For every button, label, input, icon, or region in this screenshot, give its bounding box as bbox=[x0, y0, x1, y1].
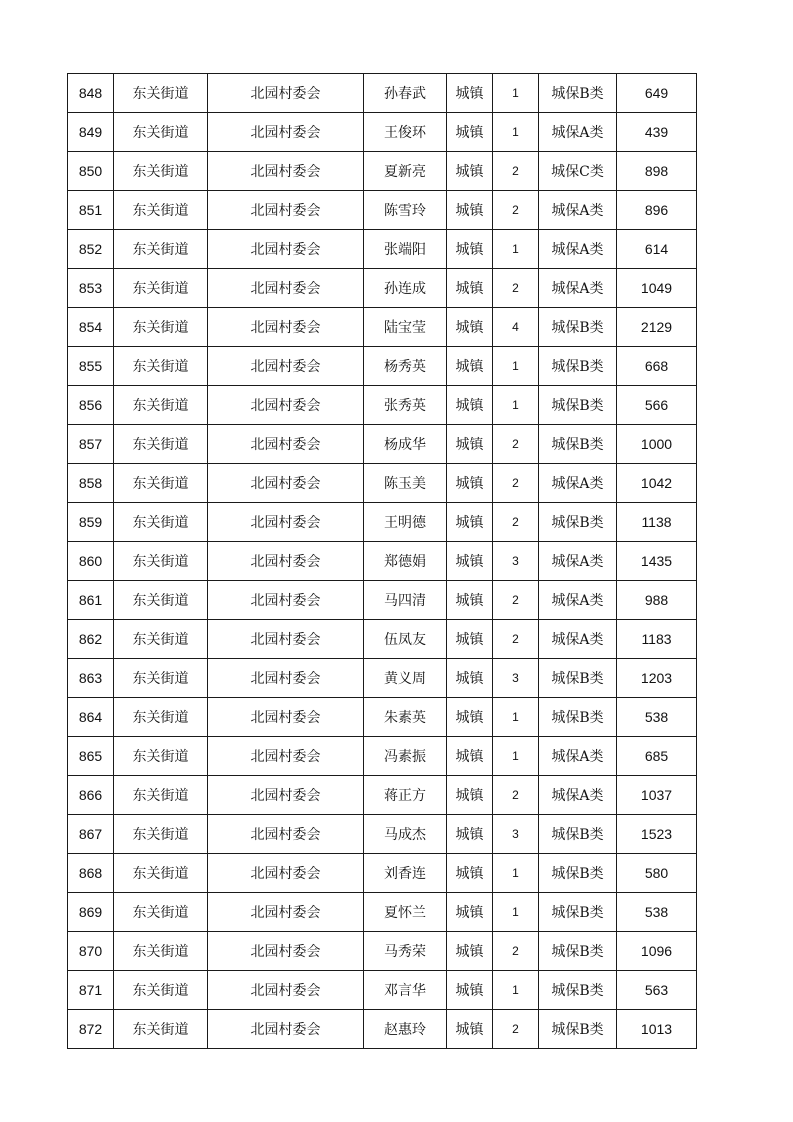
cell-category: 城保B类 bbox=[539, 932, 617, 971]
cell-street: 东关街道 bbox=[114, 74, 208, 113]
cell-committee: 北园村委会 bbox=[208, 503, 364, 542]
cell-residence-type: 城镇 bbox=[447, 815, 493, 854]
cell-street: 东关街道 bbox=[114, 269, 208, 308]
cell-household-count: 3 bbox=[493, 815, 539, 854]
cell-serial-number: 858 bbox=[68, 464, 114, 503]
cell-committee: 北园村委会 bbox=[208, 1010, 364, 1049]
cell-amount: 566 bbox=[617, 386, 697, 425]
cell-serial-number: 860 bbox=[68, 542, 114, 581]
cell-committee: 北园村委会 bbox=[208, 620, 364, 659]
cell-person-name: 郑德娟 bbox=[364, 542, 447, 581]
cell-person-name: 王明德 bbox=[364, 503, 447, 542]
cell-household-count: 2 bbox=[493, 269, 539, 308]
cell-amount: 439 bbox=[617, 113, 697, 152]
table-row bbox=[68, 659, 697, 698]
cell-committee: 北园村委会 bbox=[208, 698, 364, 737]
cell-person-name: 孙春武 bbox=[364, 74, 447, 113]
table-row bbox=[68, 152, 697, 191]
cell-household-count: 2 bbox=[493, 191, 539, 230]
cell-household-count: 4 bbox=[493, 308, 539, 347]
cell-serial-number: 866 bbox=[68, 776, 114, 815]
cell-residence-type: 城镇 bbox=[447, 698, 493, 737]
cell-committee: 北园村委会 bbox=[208, 464, 364, 503]
cell-residence-type: 城镇 bbox=[447, 1010, 493, 1049]
cell-household-count: 3 bbox=[493, 659, 539, 698]
cell-category: 城保C类 bbox=[539, 152, 617, 191]
cell-street: 东关街道 bbox=[114, 386, 208, 425]
cell-person-name: 陈雪玲 bbox=[364, 191, 447, 230]
cell-amount: 1183 bbox=[617, 620, 697, 659]
cell-serial-number: 852 bbox=[68, 230, 114, 269]
cell-serial-number: 872 bbox=[68, 1010, 114, 1049]
cell-residence-type: 城镇 bbox=[447, 581, 493, 620]
cell-person-name: 张端阳 bbox=[364, 230, 447, 269]
cell-serial-number: 850 bbox=[68, 152, 114, 191]
cell-category: 城保B类 bbox=[539, 971, 617, 1010]
cell-street: 东关街道 bbox=[114, 815, 208, 854]
cell-amount: 563 bbox=[617, 971, 697, 1010]
cell-committee: 北园村委会 bbox=[208, 893, 364, 932]
cell-amount: 580 bbox=[617, 854, 697, 893]
cell-person-name: 孙连成 bbox=[364, 269, 447, 308]
cell-street: 东关街道 bbox=[114, 737, 208, 776]
cell-serial-number: 864 bbox=[68, 698, 114, 737]
cell-street: 东关街道 bbox=[114, 425, 208, 464]
cell-serial-number: 868 bbox=[68, 854, 114, 893]
cell-serial-number: 855 bbox=[68, 347, 114, 386]
cell-serial-number: 851 bbox=[68, 191, 114, 230]
table-row bbox=[68, 425, 697, 464]
cell-serial-number: 853 bbox=[68, 269, 114, 308]
table-row bbox=[68, 776, 697, 815]
table-row bbox=[68, 971, 697, 1010]
cell-committee: 北园村委会 bbox=[208, 971, 364, 1010]
cell-household-count: 1 bbox=[493, 698, 539, 737]
table-row bbox=[68, 191, 697, 230]
cell-street: 东关街道 bbox=[114, 620, 208, 659]
cell-household-count: 1 bbox=[493, 893, 539, 932]
cell-person-name: 刘香连 bbox=[364, 854, 447, 893]
cell-street: 东关街道 bbox=[114, 464, 208, 503]
table-row bbox=[68, 542, 697, 581]
cell-street: 东关街道 bbox=[114, 698, 208, 737]
cell-category: 城保A类 bbox=[539, 269, 617, 308]
cell-serial-number: 859 bbox=[68, 503, 114, 542]
cell-residence-type: 城镇 bbox=[447, 347, 493, 386]
cell-amount: 896 bbox=[617, 191, 697, 230]
cell-serial-number: 848 bbox=[68, 74, 114, 113]
table-row bbox=[68, 113, 697, 152]
cell-street: 东关街道 bbox=[114, 971, 208, 1010]
cell-category: 城保B类 bbox=[539, 503, 617, 542]
cell-amount: 1138 bbox=[617, 503, 697, 542]
cell-household-count: 1 bbox=[493, 74, 539, 113]
cell-household-count: 1 bbox=[493, 737, 539, 776]
cell-street: 东关街道 bbox=[114, 776, 208, 815]
cell-committee: 北园村委会 bbox=[208, 269, 364, 308]
cell-serial-number: 849 bbox=[68, 113, 114, 152]
cell-category: 城保A类 bbox=[539, 737, 617, 776]
cell-street: 东关街道 bbox=[114, 113, 208, 152]
cell-person-name: 张秀英 bbox=[364, 386, 447, 425]
cell-category: 城保A类 bbox=[539, 191, 617, 230]
cell-person-name: 冯素振 bbox=[364, 737, 447, 776]
cell-amount: 1013 bbox=[617, 1010, 697, 1049]
cell-category: 城保A类 bbox=[539, 542, 617, 581]
table-row bbox=[68, 269, 697, 308]
cell-amount: 1000 bbox=[617, 425, 697, 464]
cell-street: 东关街道 bbox=[114, 152, 208, 191]
cell-serial-number: 867 bbox=[68, 815, 114, 854]
cell-person-name: 夏怀兰 bbox=[364, 893, 447, 932]
cell-person-name: 邓言华 bbox=[364, 971, 447, 1010]
cell-serial-number: 862 bbox=[68, 620, 114, 659]
cell-category: 城保B类 bbox=[539, 74, 617, 113]
cell-committee: 北园村委会 bbox=[208, 74, 364, 113]
cell-committee: 北园村委会 bbox=[208, 581, 364, 620]
cell-committee: 北园村委会 bbox=[208, 659, 364, 698]
cell-serial-number: 854 bbox=[68, 308, 114, 347]
cell-household-count: 2 bbox=[493, 464, 539, 503]
cell-serial-number: 865 bbox=[68, 737, 114, 776]
cell-committee: 北园村委会 bbox=[208, 113, 364, 152]
cell-committee: 北园村委会 bbox=[208, 152, 364, 191]
table-row bbox=[68, 698, 697, 737]
table-row bbox=[68, 74, 697, 113]
cell-street: 东关街道 bbox=[114, 308, 208, 347]
records-table bbox=[67, 73, 697, 1049]
cell-household-count: 2 bbox=[493, 1010, 539, 1049]
cell-serial-number: 861 bbox=[68, 581, 114, 620]
table-row bbox=[68, 893, 697, 932]
cell-street: 东关街道 bbox=[114, 542, 208, 581]
table-row bbox=[68, 854, 697, 893]
cell-amount: 1037 bbox=[617, 776, 697, 815]
cell-residence-type: 城镇 bbox=[447, 854, 493, 893]
cell-person-name: 马四清 bbox=[364, 581, 447, 620]
cell-amount: 685 bbox=[617, 737, 697, 776]
cell-residence-type: 城镇 bbox=[447, 113, 493, 152]
cell-household-count: 3 bbox=[493, 542, 539, 581]
cell-amount: 1435 bbox=[617, 542, 697, 581]
cell-amount: 614 bbox=[617, 230, 697, 269]
cell-residence-type: 城镇 bbox=[447, 425, 493, 464]
table-row bbox=[68, 581, 697, 620]
cell-household-count: 2 bbox=[493, 776, 539, 815]
cell-category: 城保B类 bbox=[539, 659, 617, 698]
cell-category: 城保B类 bbox=[539, 893, 617, 932]
cell-committee: 北园村委会 bbox=[208, 815, 364, 854]
cell-committee: 北园村委会 bbox=[208, 230, 364, 269]
cell-category: 城保A类 bbox=[539, 581, 617, 620]
cell-residence-type: 城镇 bbox=[447, 776, 493, 815]
cell-household-count: 2 bbox=[493, 581, 539, 620]
cell-person-name: 朱素英 bbox=[364, 698, 447, 737]
table-row bbox=[68, 308, 697, 347]
cell-category: 城保A类 bbox=[539, 113, 617, 152]
cell-person-name: 赵惠玲 bbox=[364, 1010, 447, 1049]
cell-committee: 北园村委会 bbox=[208, 776, 364, 815]
cell-serial-number: 857 bbox=[68, 425, 114, 464]
cell-category: 城保B类 bbox=[539, 1010, 617, 1049]
cell-household-count: 1 bbox=[493, 113, 539, 152]
cell-committee: 北园村委会 bbox=[208, 932, 364, 971]
cell-amount: 1096 bbox=[617, 932, 697, 971]
cell-household-count: 2 bbox=[493, 932, 539, 971]
cell-residence-type: 城镇 bbox=[447, 191, 493, 230]
cell-person-name: 杨成华 bbox=[364, 425, 447, 464]
cell-person-name: 黄义周 bbox=[364, 659, 447, 698]
cell-person-name: 蒋正方 bbox=[364, 776, 447, 815]
cell-street: 东关街道 bbox=[114, 1010, 208, 1049]
cell-street: 东关街道 bbox=[114, 503, 208, 542]
cell-category: 城保B类 bbox=[539, 308, 617, 347]
table-row bbox=[68, 932, 697, 971]
table-row bbox=[68, 815, 697, 854]
cell-amount: 1042 bbox=[617, 464, 697, 503]
cell-residence-type: 城镇 bbox=[447, 503, 493, 542]
cell-street: 东关街道 bbox=[114, 932, 208, 971]
cell-person-name: 夏新亮 bbox=[364, 152, 447, 191]
cell-committee: 北园村委会 bbox=[208, 542, 364, 581]
cell-household-count: 2 bbox=[493, 152, 539, 191]
cell-household-count: 1 bbox=[493, 347, 539, 386]
cell-residence-type: 城镇 bbox=[447, 542, 493, 581]
cell-street: 东关街道 bbox=[114, 581, 208, 620]
table-row bbox=[68, 464, 697, 503]
cell-residence-type: 城镇 bbox=[447, 737, 493, 776]
cell-category: 城保B类 bbox=[539, 698, 617, 737]
cell-committee: 北园村委会 bbox=[208, 347, 364, 386]
cell-residence-type: 城镇 bbox=[447, 971, 493, 1010]
cell-person-name: 伍凤友 bbox=[364, 620, 447, 659]
cell-person-name: 马成杰 bbox=[364, 815, 447, 854]
cell-category: 城保A类 bbox=[539, 230, 617, 269]
cell-serial-number: 871 bbox=[68, 971, 114, 1010]
table-row bbox=[68, 737, 697, 776]
cell-residence-type: 城镇 bbox=[447, 620, 493, 659]
cell-household-count: 1 bbox=[493, 854, 539, 893]
cell-household-count: 1 bbox=[493, 386, 539, 425]
cell-residence-type: 城镇 bbox=[447, 932, 493, 971]
cell-residence-type: 城镇 bbox=[447, 659, 493, 698]
cell-residence-type: 城镇 bbox=[447, 74, 493, 113]
cell-street: 东关街道 bbox=[114, 893, 208, 932]
cell-category: 城保A类 bbox=[539, 776, 617, 815]
cell-residence-type: 城镇 bbox=[447, 230, 493, 269]
cell-category: 城保A类 bbox=[539, 620, 617, 659]
cell-person-name: 陈玉美 bbox=[364, 464, 447, 503]
cell-person-name: 陆宝莹 bbox=[364, 308, 447, 347]
table-row bbox=[68, 1010, 697, 1049]
cell-amount: 1523 bbox=[617, 815, 697, 854]
cell-person-name: 马秀荣 bbox=[364, 932, 447, 971]
cell-category: 城保B类 bbox=[539, 425, 617, 464]
cell-category: 城保A类 bbox=[539, 464, 617, 503]
cell-committee: 北园村委会 bbox=[208, 737, 364, 776]
cell-category: 城保B类 bbox=[539, 815, 617, 854]
table-row bbox=[68, 503, 697, 542]
cell-residence-type: 城镇 bbox=[447, 464, 493, 503]
cell-committee: 北园村委会 bbox=[208, 191, 364, 230]
cell-category: 城保B类 bbox=[539, 347, 617, 386]
cell-street: 东关街道 bbox=[114, 854, 208, 893]
cell-person-name: 王俊环 bbox=[364, 113, 447, 152]
cell-committee: 北园村委会 bbox=[208, 308, 364, 347]
cell-amount: 2129 bbox=[617, 308, 697, 347]
cell-committee: 北园村委会 bbox=[208, 854, 364, 893]
cell-street: 东关街道 bbox=[114, 659, 208, 698]
cell-household-count: 2 bbox=[493, 620, 539, 659]
table-row bbox=[68, 620, 697, 659]
cell-category: 城保B类 bbox=[539, 386, 617, 425]
cell-amount: 898 bbox=[617, 152, 697, 191]
cell-amount: 538 bbox=[617, 893, 697, 932]
cell-serial-number: 863 bbox=[68, 659, 114, 698]
cell-committee: 北园村委会 bbox=[208, 425, 364, 464]
cell-street: 东关街道 bbox=[114, 191, 208, 230]
table-row bbox=[68, 347, 697, 386]
cell-street: 东关街道 bbox=[114, 230, 208, 269]
cell-serial-number: 856 bbox=[68, 386, 114, 425]
cell-amount: 1203 bbox=[617, 659, 697, 698]
cell-serial-number: 870 bbox=[68, 932, 114, 971]
cell-household-count: 1 bbox=[493, 230, 539, 269]
cell-household-count: 2 bbox=[493, 425, 539, 464]
cell-amount: 649 bbox=[617, 74, 697, 113]
records-table-body bbox=[68, 74, 697, 1049]
cell-household-count: 2 bbox=[493, 503, 539, 542]
table-row bbox=[68, 386, 697, 425]
cell-serial-number: 869 bbox=[68, 893, 114, 932]
cell-household-count: 1 bbox=[493, 971, 539, 1010]
cell-amount: 538 bbox=[617, 698, 697, 737]
cell-street: 东关街道 bbox=[114, 347, 208, 386]
cell-residence-type: 城镇 bbox=[447, 893, 493, 932]
cell-amount: 988 bbox=[617, 581, 697, 620]
cell-committee: 北园村委会 bbox=[208, 386, 364, 425]
table-row bbox=[68, 230, 697, 269]
cell-residence-type: 城镇 bbox=[447, 152, 493, 191]
cell-residence-type: 城镇 bbox=[447, 386, 493, 425]
cell-amount: 668 bbox=[617, 347, 697, 386]
cell-residence-type: 城镇 bbox=[447, 308, 493, 347]
cell-person-name: 杨秀英 bbox=[364, 347, 447, 386]
cell-category: 城保B类 bbox=[539, 854, 617, 893]
cell-residence-type: 城镇 bbox=[447, 269, 493, 308]
cell-amount: 1049 bbox=[617, 269, 697, 308]
